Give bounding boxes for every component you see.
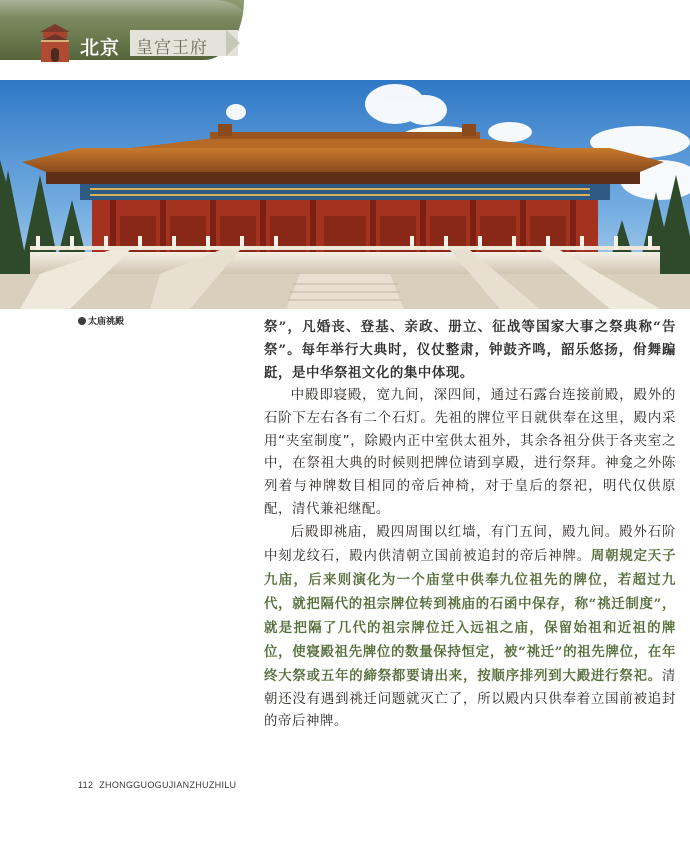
header-section-tab (130, 30, 238, 56)
photo-caption-text: 太庙祧殿 (88, 317, 125, 327)
section-header (0, 0, 244, 60)
page-number: 112 (78, 780, 94, 790)
header-highlight (0, 0, 244, 16)
article-body (264, 316, 676, 734)
header-section-label: 皇宫王府 (136, 38, 208, 58)
photo-caption (78, 314, 124, 327)
paragraph-middle-hall: 中殿即寝殿，宽九间，深四间，通过石露台连接前殿，殿外的石阶下左右各有二个石灯。先祖的牌位平日就供奉在这里，殿内采用“夹室制度”，除殿内正中室供太祖外，其余各祖分供于各夹室之中，在祭祖大典的时候则把牌位请到享殿，进行祭拜。神龛之外陈列着与神牌数目相同的帝后神椅，对于皇后的祭祀，明代仅供原配，清代兼祀继配。 (264, 387, 676, 518)
header-city: 北京 (80, 37, 121, 59)
city-gate-icon (38, 18, 72, 62)
paragraph-rear-hall (264, 522, 676, 734)
rear-hall-intro: 后殿即祧庙，殿四周围以红墙，有门五间，殿九间。殿外石阶中刻龙纹石，殿内供清朝立国前被追封的帝后神牌。 (264, 525, 676, 565)
temple-hall-illustration (0, 80, 690, 309)
paragraph-lead: 祭”，凡婚丧、登基、亲政、册立、征战等国家大事之祭典称“告祭”。每年举行大典时，仪仗整肃，钟鼓齐鸣，韶乐悠扬，佾舞蹁跹，是中华祭祖文化的集中体现。 (264, 319, 676, 381)
page-footer (78, 780, 236, 790)
temple-photo (0, 80, 690, 309)
series-title: ZHONGGUOGUJIANZHUZHILU (99, 780, 237, 790)
rear-hall-conclusion: 清朝还没有遇到祧迁问题就灭亡了，所以殿内只供奉着立国前被追封的帝后神牌。 (264, 668, 676, 730)
rear-hall-highlight: 周朝规定天子九庙，后来则演化为一个庙堂中供奉九位祖先的牌位，若超过九代，就把隔代的祖宗牌位转到祧庙的石函中保存，称“祧迁制度”，就是把隔了几代的祖宗牌位迁入远祖之庙，保留始祖和近祖的牌位，使寝殿祖先牌位的数量保持恒定，被“祧迁”的祖先牌位，在年终大祭或五年的締祭都要请出来，按顺序排列到大殿进行祭祀。 (264, 548, 676, 684)
tab-arrow-icon (226, 30, 240, 56)
caption-bullet-icon (78, 317, 86, 325)
